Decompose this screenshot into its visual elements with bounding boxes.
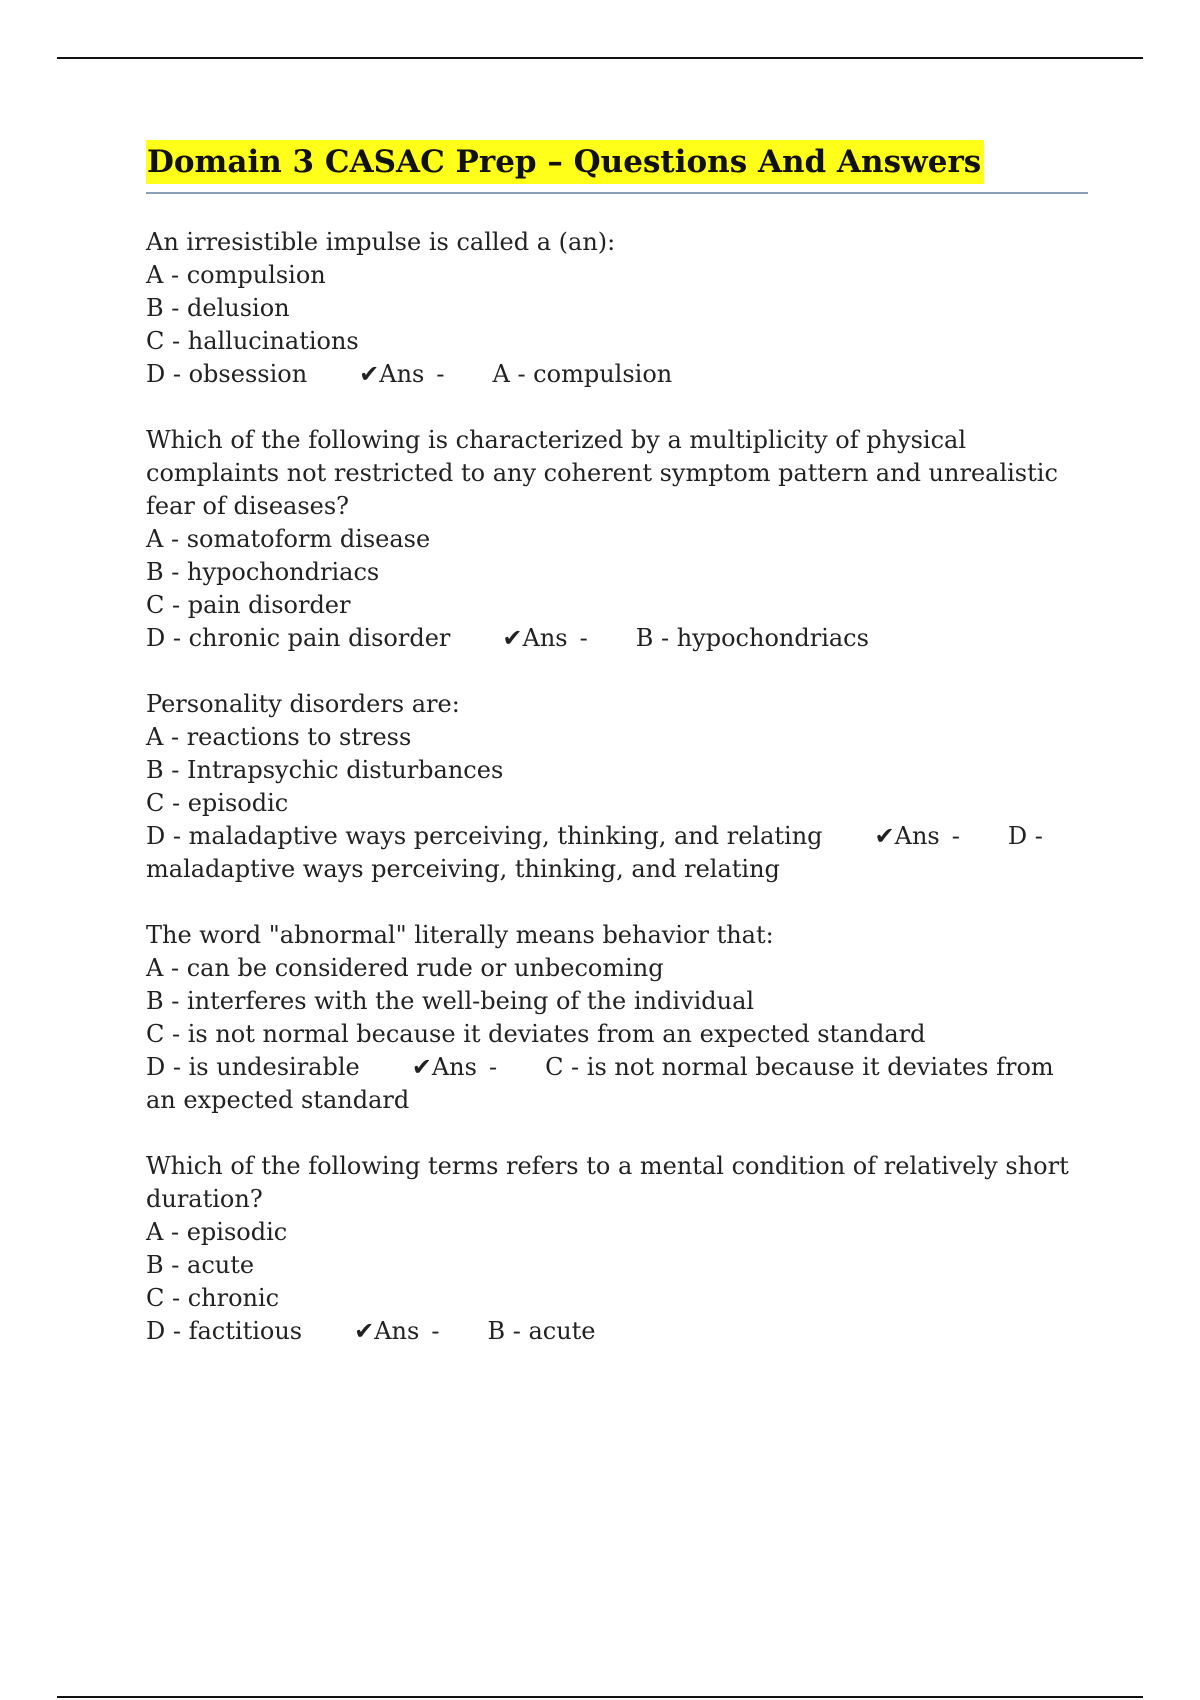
option-d-answer-row [146,820,1088,886]
question-prompt: An irresistible impulse is called a (an): [146,228,616,256]
title-block [146,140,1088,194]
option-d-answer-row [146,1051,1088,1117]
option-c: C - chronic [146,1284,280,1312]
question-block-2 [146,424,1088,655]
answer-dash: - [436,360,445,388]
question-block-5 [146,1150,1088,1348]
option-c: C - hallucinations [146,327,359,355]
question-list [146,226,1088,1348]
question-block-3 [146,688,1088,886]
option-d-answer-row [146,622,1088,655]
answer-label: Ans [374,1317,420,1345]
option-b: B - hypochondriacs [146,558,380,586]
check-mark-icon: ✔ [359,360,380,388]
option-a: A - reactions to stress [146,723,412,751]
option-d-answer-row [146,358,1088,391]
option-b: B - Intrapsychic disturbances [146,756,504,784]
answer-value: B - hypochondriacs [635,624,869,652]
check-mark-icon: ✔ [874,822,895,850]
document-title: Domain 3 CASAC Prep – Questions And Answers [146,140,984,184]
answer-label: Ans [894,822,940,850]
answer-dash: - [488,1053,498,1081]
answer-value: B - acute [487,1317,596,1345]
option-d: D - obsession [146,360,308,388]
option-c: C - is not normal because it deviates from an expected standard [146,1020,926,1048]
option-d: D - maladaptive ways perceiving, thinking, and relating [146,822,823,850]
answer-dash: - [579,624,588,652]
option-c: C - episodic [146,789,289,817]
answer-dash: - [951,822,960,850]
answer-value: A - compulsion [492,360,673,388]
question-prompt: Which of the following is characterized by a multiplicity of physical complaints not restricted to any coherent symptom pattern and unrealistic fear of diseases? [146,426,1058,520]
option-d: D - chronic pain disorder [146,624,451,652]
question-prompt: Which of the following terms refers to a mental condition of relatively short duration? [146,1152,1069,1213]
check-mark-icon: ✔ [354,1317,375,1345]
question-block-4 [146,919,1088,1117]
document-body [146,140,1088,1348]
option-a: A - compulsion [146,261,326,289]
option-a: A - somatoform disease [146,525,431,553]
check-mark-icon: ✔ [411,1053,432,1081]
page-top-rule [57,57,1143,59]
option-d: D - factitious [146,1317,303,1345]
answer-value: C - is not normal because it deviates from an expected standard [146,1053,1054,1114]
check-mark-icon: ✔ [502,624,523,652]
question-block-1 [146,226,1088,391]
answer-label: Ans [379,360,425,388]
option-b: B - acute [146,1251,255,1279]
question-prompt: The word "abnormal" literally means behavior that: [146,921,774,949]
option-b: B - interferes with the well-being of the individual [146,987,755,1015]
option-d-answer-row [146,1315,1088,1348]
option-b: B - delusion [146,294,290,322]
option-d: D - is undesirable [146,1053,360,1081]
answer-value: D - maladaptive ways perceiving, thinking, and relating [146,822,1043,883]
answer-label: Ans [522,624,568,652]
page-bottom-rule [57,1696,1143,1698]
answer-dash: - [431,1317,440,1345]
question-prompt: Personality disorders are: [146,690,460,718]
answer-label: Ans [431,1053,477,1081]
option-c: C - pain disorder [146,591,351,619]
option-a: A - episodic [146,1218,288,1246]
option-a: A - can be considered rude or unbecoming [146,954,664,982]
